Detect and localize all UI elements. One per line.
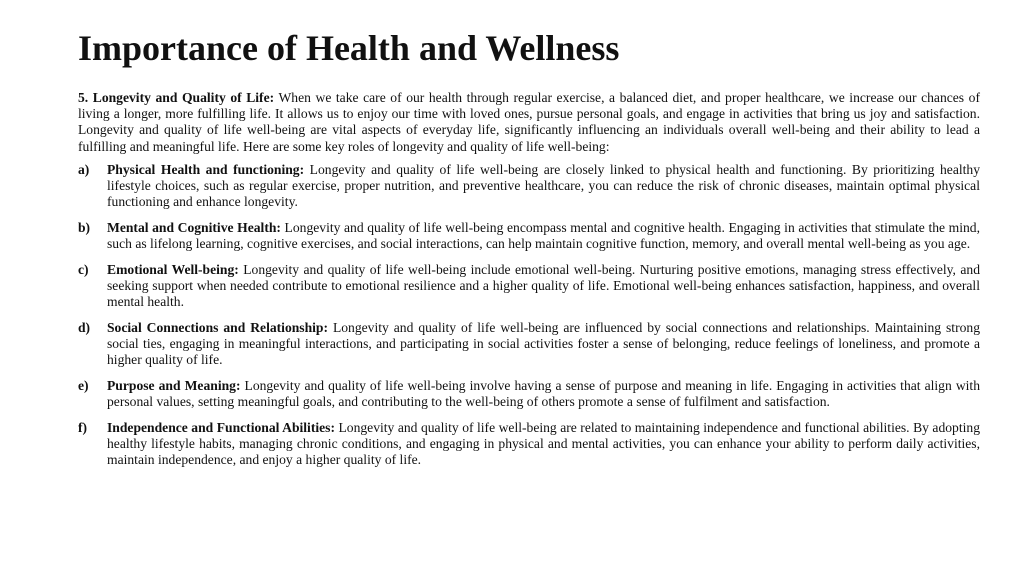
list-item-independence (78, 420, 980, 469)
list-item-body (107, 262, 980, 311)
list-item-physical-health (78, 162, 980, 211)
page-title: Importance of Health and Wellness (78, 28, 620, 68)
list-item-text: Longevity and quality of life well-being are closely linked to physical health and functioning. By prioritizing healthy lifestyle choices, such as regular exercise, proper nutrition, and preventive healthcare, you can reduce the risk of chronic diseases, maintain optimal physical functioning and enhance longevity. (107, 161, 981, 210)
list-item-heading: Mental and Cognitive Health: (107, 219, 281, 235)
list-item-mental-health (78, 220, 980, 252)
list-item-heading: Purpose and Meaning: (107, 378, 241, 394)
list-marker: d) (78, 319, 91, 335)
list-item-purpose-meaning (78, 378, 980, 410)
list-item-heading: Social Connections and Relationship: (107, 319, 329, 335)
list-item-body (107, 320, 980, 369)
intro-text: When we take care of our health through regular exercise, a balanced diet, and proper healthcare, we increase our chances of living a longer, more fulfilling life. It allows us to enjoy our time with loved ones, pursue personal goals, and engage in activities that bring us joy and satisfaction. Longevity and quality of life well-being are vital aspects of everyday life, significantly influencing an individuals overall well-being and their ability to lead a fulfilling and meaningful life. Here are some key roles of longevity and quality of life well-being: (78, 90, 980, 154)
list-item-heading: Independence and Functional Abilities: (107, 419, 335, 435)
list-item-body (107, 162, 980, 211)
list-item-emotional-wellbeing (78, 262, 980, 311)
list-item-heading: Physical Health and functioning: (107, 161, 305, 177)
list-marker: a) (78, 161, 90, 177)
list-marker: e) (78, 378, 89, 394)
list-item-text: Longevity and quality of life well-being include emotional well-being. Nurturing positive emotions, managing stress effectively, and seeking support when needed contribute to emotional resilience and a higher quality of life. Emotional well-being enhances satisfaction, happiness, and overall mental health. (107, 261, 980, 310)
list-item-text: Longevity and quality of life well-being encompass mental and cognitive health. Engaging in activities that stimulate the mind, such as lifelong learning, cognitive exercises, and social interactions, can help maintain cognitive function, memory, and overall mental well-being as you age. (107, 219, 980, 252)
intro-heading: 5. Longevity and Quality of Life: (78, 90, 275, 105)
list-marker: b) (78, 219, 91, 235)
list-item-body (107, 420, 980, 469)
list-item-social-connections (78, 320, 980, 369)
list-item-body (107, 378, 980, 410)
list-item-heading: Emotional Well-being: (107, 261, 239, 277)
list-item-body (107, 220, 980, 252)
list-marker: c) (78, 261, 89, 277)
slide-content (78, 26, 980, 478)
list-marker: f) (78, 419, 88, 435)
key-roles-list (78, 162, 980, 469)
list-item-text: Longevity and quality of life well-being are influenced by social connections and relationships. Maintaining strong social ties, engaging in meaningful interactions, and participating in social activities foster a sense of belonging, reduce feelings of loneliness, and promote a higher quality of life. (107, 319, 980, 368)
list-item-text: Longevity and quality of life well-being are related to maintaining independence and functional abilities. By adopting healthy lifestyle habits, managing chronic conditions, and engaging in physical and mental activities, you can enhance your ability to perform daily activities, maintain independence, and enjoy a higher quality of life. (107, 419, 980, 468)
list-item-text: Longevity and quality of life well-being involve having a sense of purpose and meaning in life. Engaging in activities that align with personal values, setting meaningful goals, and contributing to the well-being of others promote a sense of fulfilment and satisfaction. (107, 378, 980, 410)
intro-paragraph (78, 90, 980, 155)
